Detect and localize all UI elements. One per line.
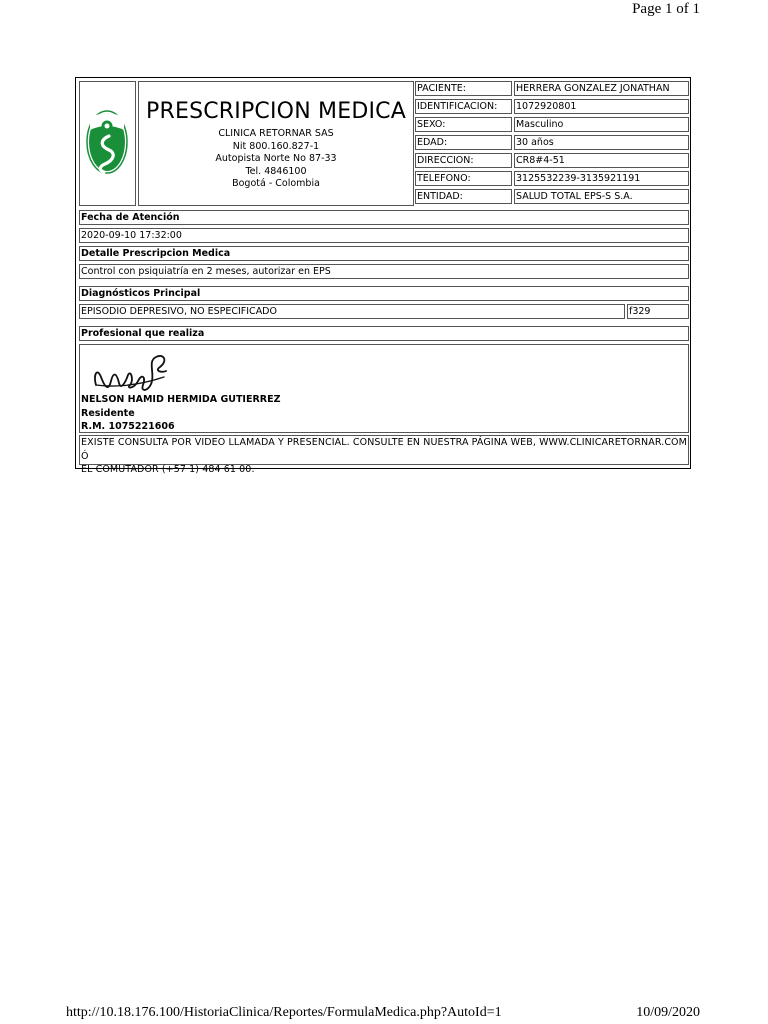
clinic-name: CLINICA RETORNAR SAS [218, 128, 334, 139]
page-number: Page 1 of 1 [632, 1, 700, 17]
diagnosis-header: Diagnósticos Principal [79, 286, 689, 301]
clinic-logo [79, 81, 136, 206]
footer-url: http://10.18.176.100/HistoriaClinica/Reportes/FormulaMedica.php?AutoId=1 [66, 1005, 502, 1020]
clinic-phone: Tel. 4846100 [245, 165, 307, 177]
notice-line-2: EL COMUTADOR (+57 1) 484 61 00. [81, 464, 255, 475]
diagnosis-description: EPISODIO DEPRESIVO, NO ESPECIFICADO [79, 304, 625, 319]
footer-date: 10/09/2020 [636, 1005, 700, 1020]
patient-phone-value: 3125532239-3135921191 [514, 171, 689, 186]
signature-icon [90, 351, 172, 397]
patient-id-value: 1072920801 [514, 99, 689, 114]
patient-name-value: HERRERA GONZALEZ JONATHAN [514, 81, 689, 96]
patient-entity-value: SALUD TOTAL EPS-S S.A. [514, 189, 689, 204]
professional-name: NELSON HAMID HERMIDA GUTIERREZ [81, 394, 281, 405]
patient-address-value: CR8#4-51 [514, 153, 689, 168]
title-block [138, 81, 414, 206]
clinic-city: Bogotá - Colombia [232, 178, 320, 190]
patient-entity-label: ENTIDAD: [415, 189, 512, 204]
patient-id-label: IDENTIFICACION: [415, 99, 512, 114]
patient-name-label: PACIENTE: [415, 81, 512, 96]
prescription-detail-value: Control con psiquiatría en 2 meses, autorizar en EPS [79, 264, 689, 279]
professional-registration: R.M. 1075221606 [81, 421, 175, 432]
patient-phone-label: TELEFONO: [415, 171, 512, 186]
professional-role: Residente [81, 408, 135, 419]
prescription-detail-header: Detalle Prescripcion Medica [79, 246, 689, 261]
document-title: PRESCRIPCION MEDICA [146, 99, 406, 124]
professional-block [79, 344, 689, 433]
attention-date-value: 2020-09-10 17:32:00 [79, 228, 689, 243]
patient-age-value: 30 años [514, 135, 689, 150]
clinic-nit: Nit 800.160.827-1 [232, 140, 320, 152]
patient-sex-label: SEXO: [415, 117, 512, 132]
patient-address-label: DIRECCION: [415, 153, 512, 168]
patient-sex-value: Masculino [514, 117, 689, 132]
diagnosis-code: f329 [627, 304, 689, 319]
consultation-notice [79, 435, 689, 475]
notice-line-1: EXISTE CONSULTA POR VIDEO LLAMADA Y PRESENCIAL. CONSULTE EN NUESTRA PÁGINA WEB, WWW.CLINICARETORNAR.COM Ó [81, 437, 687, 462]
clinic-logo-icon [80, 82, 135, 205]
attention-date-header: Fecha de Atención [79, 210, 689, 225]
patient-age-label: EDAD: [415, 135, 512, 150]
prescription-document [75, 77, 691, 475]
clinic-address: Autopista Norte No 87-33 [215, 153, 337, 165]
professional-header: Profesional que realiza [79, 326, 689, 341]
